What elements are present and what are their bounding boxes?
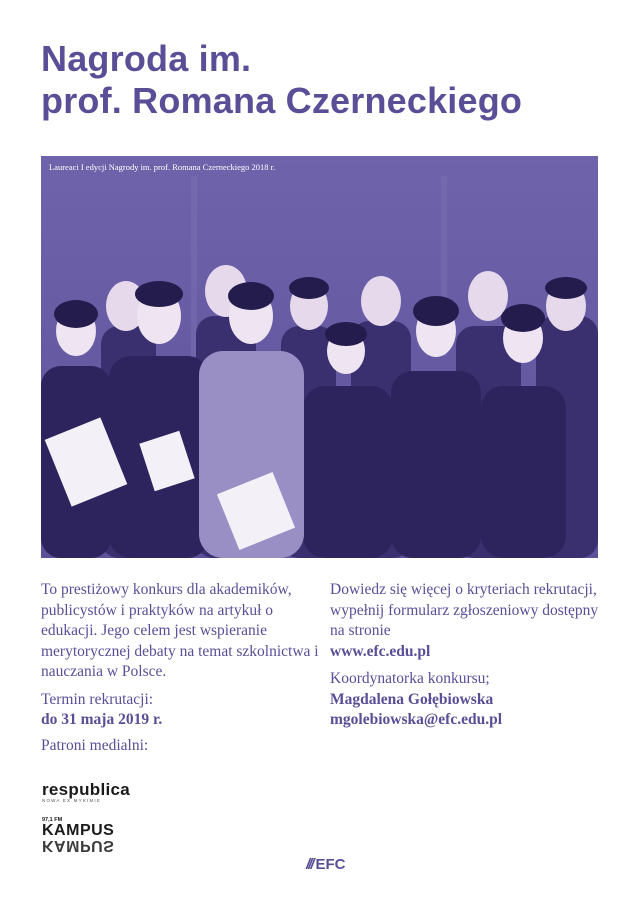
respublica-wordmark: respublica (42, 780, 131, 799)
kampus-logo (42, 817, 122, 867)
photo-caption: Laureaci I edycji Nagrody im. prof. Romana Czerneckiego 2018 r. (49, 162, 276, 172)
page-title (41, 38, 611, 122)
respublica-logo (42, 780, 130, 803)
group-photo-illustration (41, 156, 598, 558)
efc-slash-icon: /// (306, 856, 313, 873)
coordinator-name: Magdalena Gołębiowska (330, 690, 494, 708)
title-line-2: prof. Romana Czerneckiego (41, 80, 523, 121)
efc-wordmark: EFC (315, 856, 346, 873)
deadline-value: do 31 maja 2019 r. (41, 711, 163, 728)
coordinator-label: Koordynatorka konkursu; (330, 670, 490, 687)
info-text: Dowiedz się więcej o kryteriach rekrutacji, wypełnij formularz zgłoszeniowy dostępny na stronie (330, 581, 599, 639)
group-photo (41, 156, 598, 558)
kampus-frequency: 97,1 FM (42, 817, 63, 823)
left-column (41, 580, 326, 763)
contest-description: To prestiżowy konkurs dla akademików, publicystów i praktyków na artykuł o edukacji. Jego celem jest wspieranie merytorycznej debaty na temat szkolnictwa i nauczania w Polsce. (41, 581, 319, 680)
deadline-label: Termin rekrutacji: (41, 690, 154, 708)
efc-logo (306, 856, 346, 873)
kampus-wordmark-mirror: KAMPUS (42, 837, 115, 854)
respublica-tagline: NOWA EX MYKIMIE (42, 798, 102, 803)
patrons-label: Patroni medialni: (41, 736, 149, 754)
coordinator-email[interactable]: mgolebiowska@efc.edu.pl (330, 711, 503, 728)
right-column (330, 580, 605, 738)
title-line-1: Nagroda im. (41, 38, 252, 79)
website-link[interactable]: www.efc.edu.pl (330, 642, 431, 660)
kampus-wordmark: KAMPUS (42, 822, 115, 839)
